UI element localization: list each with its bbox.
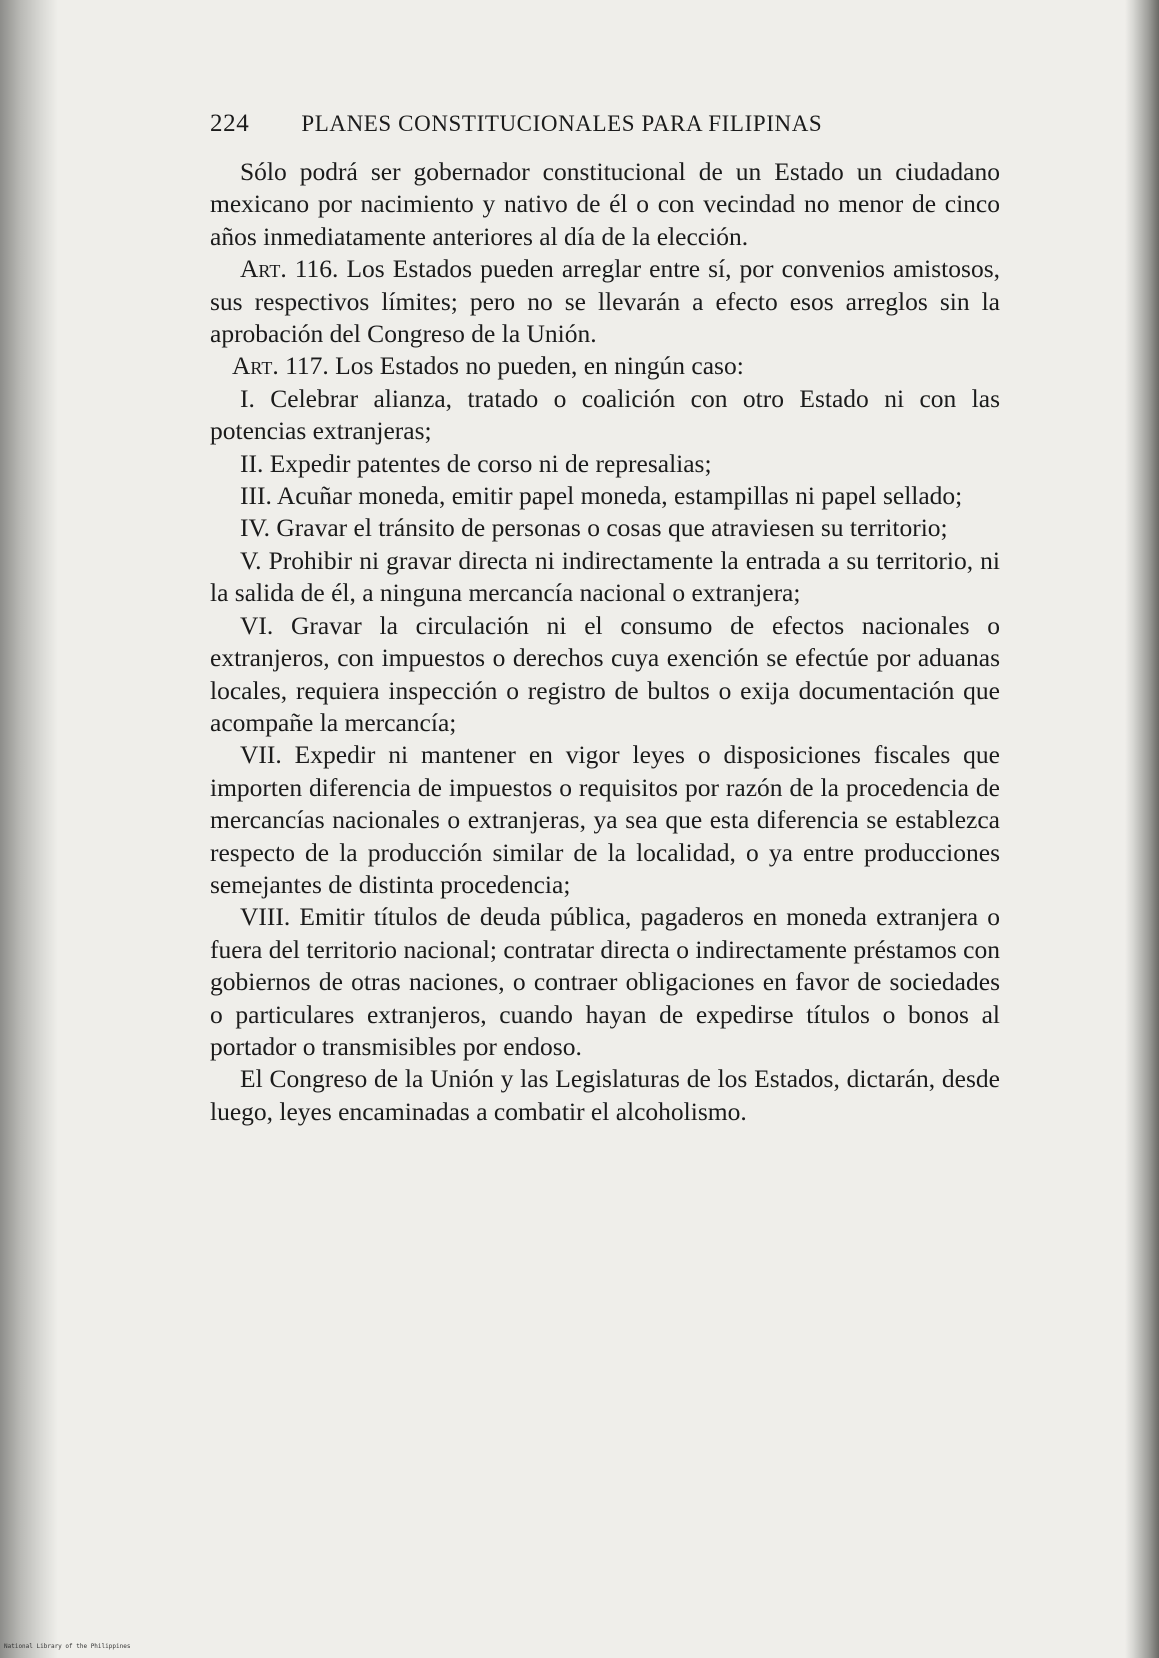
paragraph-governor-requirements: [210, 156, 1000, 253]
paragraph-clause-iii: [210, 480, 1000, 512]
paragraph-text: Los Estados no pueden, en ningún caso:: [328, 351, 744, 381]
page-header: [210, 110, 1000, 138]
paragraph-text: I. Celebrar alianza, tratado o coalición con otro Estado ni con las potencias extranjeras;: [210, 383, 1000, 446]
article-label: Art. 117.: [232, 351, 329, 381]
scan-shadow-left: [0, 0, 58, 1658]
paragraph-closing: [210, 1063, 1000, 1128]
paragraph-clause-iv: [210, 512, 1000, 544]
paragraph-text: Los Estados pueden arreglar entre sí, por convenios amistosos, sus respectivos límites; pero no se llevarán a efecto esos arreglos sin la aprobación del Congreso de la Unión.: [210, 254, 1000, 349]
paragraph-text: III. Acuñar moneda, emitir papel moneda, estampillas ni papel sellado;: [240, 481, 963, 511]
running-title: PLANES CONSTITUCIONALES PARA FILIPINAS: [301, 111, 823, 136]
paragraph-clause-i: [210, 383, 1000, 448]
article-label: Art. 116.: [240, 254, 339, 284]
book-page: [210, 110, 1000, 1128]
scan-shadow-right: [1125, 0, 1159, 1658]
paragraph-article-117: [210, 350, 1000, 382]
paragraph-text: V. Prohibir ni gravar directa ni indirectamente la entrada a su territorio, ni la salida de él, a ninguna mercancía nacional o extranjera;: [210, 545, 1000, 608]
body-text: [210, 156, 1000, 1128]
paragraph-clause-vii: [210, 739, 1000, 901]
paragraph-text: Sólo podrá ser gobernador constitucional de un Estado un ciudadano mexicano por nacimiento y nativo de él o con vecindad no menor de cinco años inmediatamente anteriores al día de la elección.: [210, 157, 1000, 251]
paragraph-text: VI. Gravar la circulación ni el consumo de efectos nacionales o extranjeros, con impuestos o derechos cuya exención se efectúe por aduanas locales, requiera inspección o registro de bultos o exija documentación que acompañe la mercancía;: [210, 610, 1000, 737]
page-number: 224: [210, 110, 250, 137]
paragraph-text: El Congreso de la Unión y las Legislaturas de los Estados, dictarán, desde luego, leyes encaminadas a combatir el alcoholismo.: [210, 1064, 1000, 1126]
paragraph-clause-ii: [210, 448, 1000, 480]
paragraph-clause-viii: [210, 901, 1000, 1063]
paragraph-text: VII. Expedir ni mantener en vigor leyes o disposiciones fiscales que importen diferencia de impuestos o requisitos por razón de la procedencia de mercancías nacionales o extranjeras, ya sea que esta diferencia se establezca respecto de la producción similar de la localidad, o ya entre producciones semejantes de distinta procedencia;: [210, 740, 1000, 899]
paragraph-clause-vi: [210, 610, 1000, 740]
paragraph-clause-v: [210, 545, 1000, 610]
library-stamp: National Library of the Philippines: [4, 1643, 131, 1650]
paragraph-text: IV. Gravar el tránsito de personas o cosas que atraviesen su territorio;: [240, 513, 948, 543]
paragraph-text: II. Expedir patentes de corso ni de represalias;: [240, 448, 712, 478]
paragraph-text: VIII. Emitir títulos de deuda pública, pagaderos en moneda extranjera o fuera del territorio nacional; contratar directa o indirectamente préstamos con gobiernos de otras naciones, o contraer obligaciones en favor de sociedades o particulares extranjeros, cuando hayan de expedirse títulos o bonos al portador o transmisibles por endoso.: [210, 902, 1000, 1061]
paragraph-article-116: [210, 253, 1000, 350]
